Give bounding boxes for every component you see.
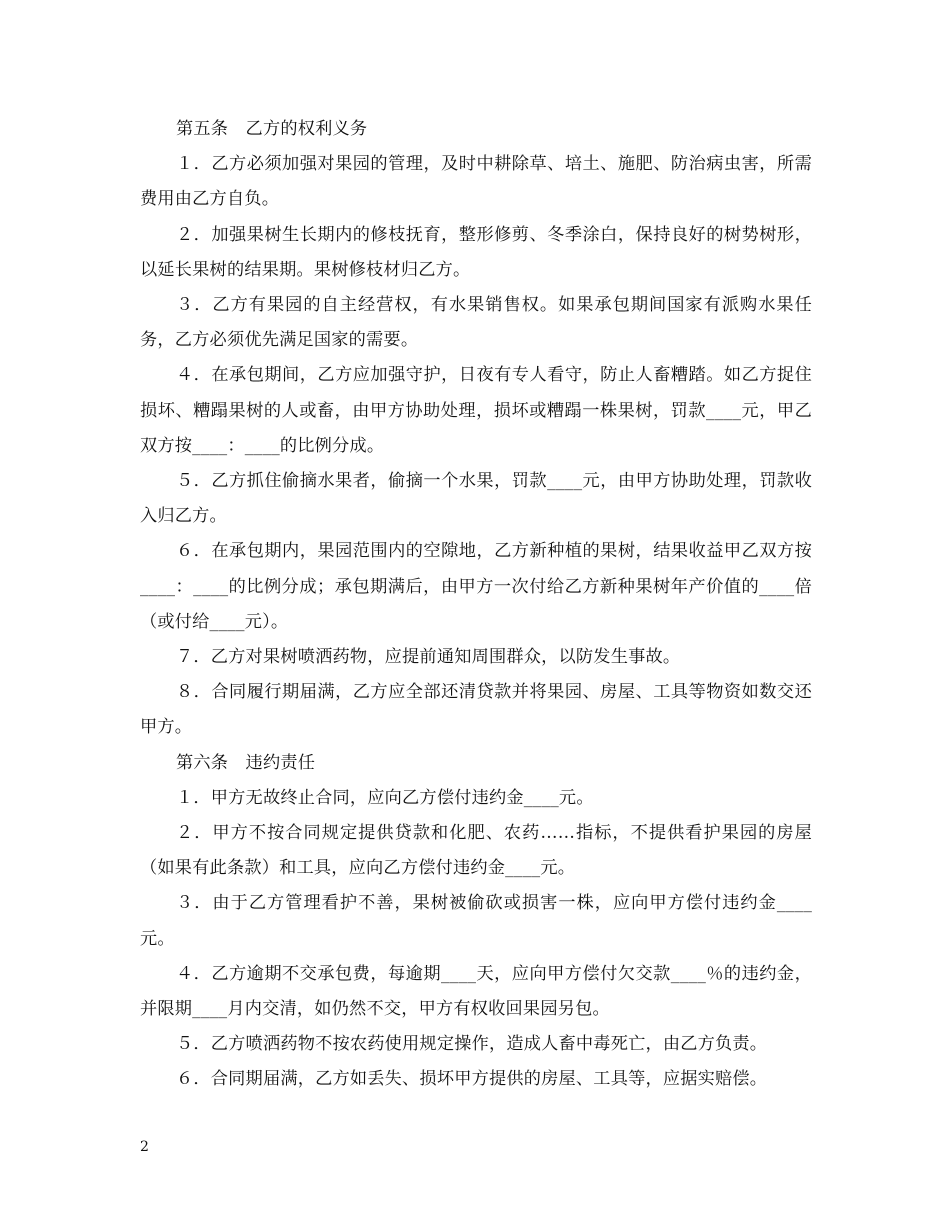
clause-paragraph: ２．加强果树生长期内的修枝抚育，整形修剪、冬季涂白，保持良好的树势树形，以延长果树的结果期。果树修枝材归乙方。 — [140, 224, 812, 280]
clause-paragraph: ６．在承包期内，果园范围内的空隙地，乙方新种植的果树，结果收益甲乙双方按____：____的比例分成；承包期满后，由甲方一次付给乙方新种果树年产价值的____倍（或付给____元）。 — [140, 541, 812, 632]
clause-paragraph: ４．在承包期间，乙方应加强守护，日夜有专人看守，防止人畜糟踏。如乙方捉住损坏、糟蹋果树的人或畜，由甲方协助处理，损坏或糟蹋一株果树，罚款____元，甲乙双方按____：____的比例分成。 — [140, 365, 812, 456]
document-body — [140, 112, 812, 1098]
section-heading: 第六条 违约责任 — [176, 752, 316, 773]
clause-paragraph: ３．乙方有果园的自主经营权，有水果销售权。如果承包期间国家有派购水果任务，乙方必须优先满足国家的需要。 — [140, 295, 812, 351]
clause-paragraph: ５．乙方抓住偷摘水果者，偷摘一个水果，罚款____元，由甲方协助处理，罚款收入归乙方。 — [140, 471, 812, 527]
clause-paragraph: ３．由于乙方管理看护不善，果树被偷砍或损害一株，应向甲方偿付违约金____元。 — [140, 893, 812, 949]
page-number: 2 — [140, 1139, 149, 1155]
section-heading: 第五条 乙方的权利义务 — [176, 119, 368, 139]
clause-paragraph: １．甲方无故终止合同，应向乙方偿付违约金____元。 — [176, 787, 594, 808]
clause-paragraph: ５．乙方喷洒药物不按农药使用规定操作，造成人畜中毒死亡，由乙方负责。 — [176, 1034, 768, 1055]
clause-paragraph: ４．乙方逾期不交承包费，每逾期____天，应向甲方偿付欠交款____％的违约金，并限期____月内交清，如仍然不交，甲方有权收回果园另包。 — [140, 963, 812, 1020]
clause-paragraph: ８．合同履行期届满，乙方应全部还清贷款并将果园、房屋、工具等物资如数交还甲方。 — [140, 682, 812, 738]
clause-paragraph: ２．甲方不按合同规定提供贷款和化肥、农药……指标，不提供看护果园的房屋（如果有此条款）和工具，应向乙方偿付违约金____元。 — [140, 823, 812, 879]
clause-paragraph: ７．乙方对果树喷洒药物，应提前通知周围群众，以防发生事故。 — [176, 647, 681, 668]
clause-paragraph: １．乙方必须加强对果园的管理，及时中耕除草、培土、施肥、防治病虫害，所需费用由乙方自负。 — [140, 154, 812, 210]
clause-paragraph: ６．合同期届满，乙方如丢失、损坏甲方提供的房屋、工具等，应据实赔偿。 — [176, 1069, 768, 1090]
